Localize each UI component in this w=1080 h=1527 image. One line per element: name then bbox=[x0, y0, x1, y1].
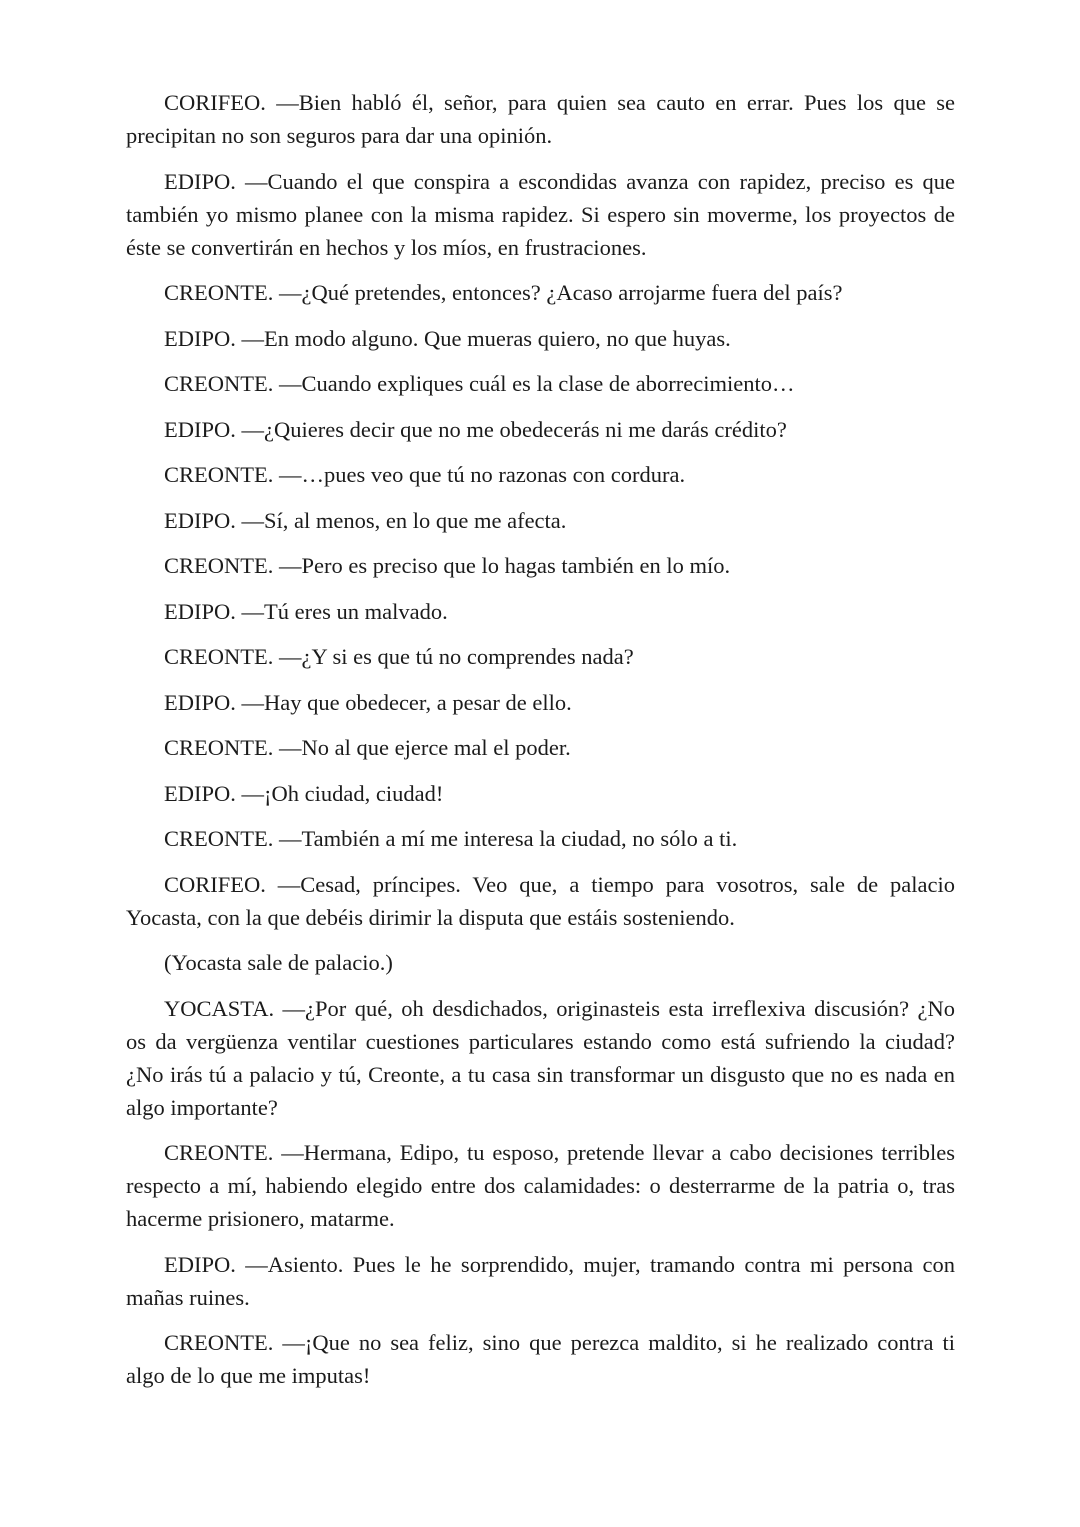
dialogue-paragraph bbox=[126, 322, 955, 355]
speaker-name: CREONTE. bbox=[164, 826, 279, 851]
dialogue-text: —También a mí me interesa la ciudad, no sólo a ti. bbox=[279, 826, 738, 851]
dialogue-text: —Cesad, príncipes. Veo que, a tiempo para vosotros, sale de palacio Yocasta, con la que debéis dirimir la disputa que estáis sosteniendo. bbox=[126, 871, 955, 930]
dialogue-text: —¿Quieres decir que no me obedecerás ni me darás crédito? bbox=[241, 416, 787, 442]
dialogue-text: —Sí, al menos, en lo que me afecta. bbox=[241, 507, 567, 533]
dialogue-text: —En modo alguno. Que mueras quiero, no que huyas. bbox=[241, 325, 731, 351]
dialogue-text: —Tú eres un malvado. bbox=[241, 598, 448, 624]
dialogue-text: —¡Que no sea feliz, sino que perezca maldito, si he realizado contra ti algo de lo que me imputas! bbox=[126, 1330, 955, 1388]
speaker-name: CORIFEO. bbox=[164, 90, 277, 115]
dialogue-text: —…pues veo que tú no razonas con cordura. bbox=[279, 462, 686, 487]
dialogue-text: —Pero es preciso que lo hagas también en lo mío. bbox=[279, 553, 731, 578]
stage-direction-text: (Yocasta sale de palacio.) bbox=[164, 950, 393, 975]
dialogue-paragraph bbox=[126, 868, 955, 934]
dialogue-paragraph bbox=[126, 413, 955, 446]
speaker-name: EDIPO. bbox=[164, 1251, 246, 1277]
speaker-name: EDIPO. bbox=[164, 507, 242, 533]
dialogue-paragraph bbox=[126, 276, 955, 309]
speaker-name: YOCASTA. bbox=[164, 995, 283, 1021]
text-column bbox=[126, 86, 955, 1392]
speaker-name: CREONTE. bbox=[164, 735, 279, 760]
stage-direction bbox=[126, 946, 955, 979]
dialogue-text: —Asiento. Pues le he sorprendido, mujer, tramando contra mi persona con mañas ruines. bbox=[126, 1251, 955, 1310]
dialogue-text: —¡Oh ciudad, ciudad! bbox=[241, 780, 444, 806]
dialogue-paragraph bbox=[126, 86, 955, 152]
speaker-name: EDIPO. bbox=[164, 598, 242, 624]
dialogue-paragraph bbox=[126, 504, 955, 537]
dialogue-paragraph bbox=[126, 822, 955, 855]
dialogue-text: —Cuando expliques cuál es la clase de aborrecimiento… bbox=[279, 371, 795, 396]
speaker-name: CORIFEO. bbox=[164, 871, 278, 897]
dialogue-text: —Hay que obedecer, a pesar de ello. bbox=[241, 689, 572, 715]
speaker-name: CREONTE. bbox=[164, 1330, 283, 1355]
speaker-name: EDIPO. bbox=[164, 168, 246, 194]
dialogue-paragraph bbox=[126, 595, 955, 628]
dialogue-text: —Cuando el que conspira a escondidas avanza con rapidez, preciso es que también yo mismo planee con la misma rapidez. Si espero sin moverme, los proyectos de éste se convertirán en hechos y los míos, en frustraciones. bbox=[126, 168, 955, 260]
dialogue-paragraph bbox=[126, 1136, 955, 1235]
speaker-name: EDIPO. bbox=[164, 325, 242, 351]
dialogue-text: —¿Y si es que tú no comprendes nada? bbox=[279, 644, 634, 669]
speaker-name: EDIPO. bbox=[164, 416, 242, 442]
speaker-name: CREONTE. bbox=[164, 462, 279, 487]
dialogue-paragraph bbox=[126, 367, 955, 400]
speaker-name: CREONTE. bbox=[164, 553, 279, 578]
dialogue-text: —Bien habló él, señor, para quien sea cauto en errar. Pues los que se precipitan no son seguros para dar una opinión. bbox=[126, 90, 955, 148]
dialogue-paragraph bbox=[126, 165, 955, 264]
dialogue-text: —Hermana, Edipo, tu esposo, pretende llevar a cabo decisiones terribles respecto a mí, habiendo elegido entre dos calamidades: o desterrarme de la patria o, tras hacerme prisionero, matarme. bbox=[126, 1140, 955, 1231]
dialogue-text: —No al que ejerce mal el poder. bbox=[279, 735, 571, 760]
speaker-name: CREONTE. bbox=[164, 371, 279, 396]
speaker-name: EDIPO. bbox=[164, 689, 242, 715]
dialogue-paragraph bbox=[126, 731, 955, 764]
speaker-name: EDIPO. bbox=[164, 780, 242, 806]
speaker-name: CREONTE. bbox=[164, 280, 279, 305]
speaker-name: CREONTE. bbox=[164, 644, 279, 669]
dialogue-paragraph bbox=[126, 1326, 955, 1392]
dialogue-paragraph bbox=[126, 458, 955, 491]
dialogue-paragraph bbox=[126, 777, 955, 810]
dialogue-text: —¿Qué pretendes, entonces? ¿Acaso arrojarme fuera del país? bbox=[279, 280, 843, 305]
dialogue-paragraph bbox=[126, 1248, 955, 1314]
dialogue-paragraph bbox=[126, 640, 955, 673]
dialogue-paragraph bbox=[126, 549, 955, 582]
dialogue-text: —¿Por qué, oh desdichados, originasteis esta irreflexiva discusión? ¿No os da vergüenza ventilar cuestiones particulares estando como está sufriendo la ciudad? ¿No irás tú a palacio y tú, Creonte, a tu casa sin transformar un disgusto que no es nada en algo importante? bbox=[126, 995, 955, 1120]
dialogue-paragraph bbox=[126, 992, 955, 1124]
speaker-name: CREONTE. bbox=[164, 1140, 282, 1165]
dialogue-paragraph bbox=[126, 686, 955, 719]
